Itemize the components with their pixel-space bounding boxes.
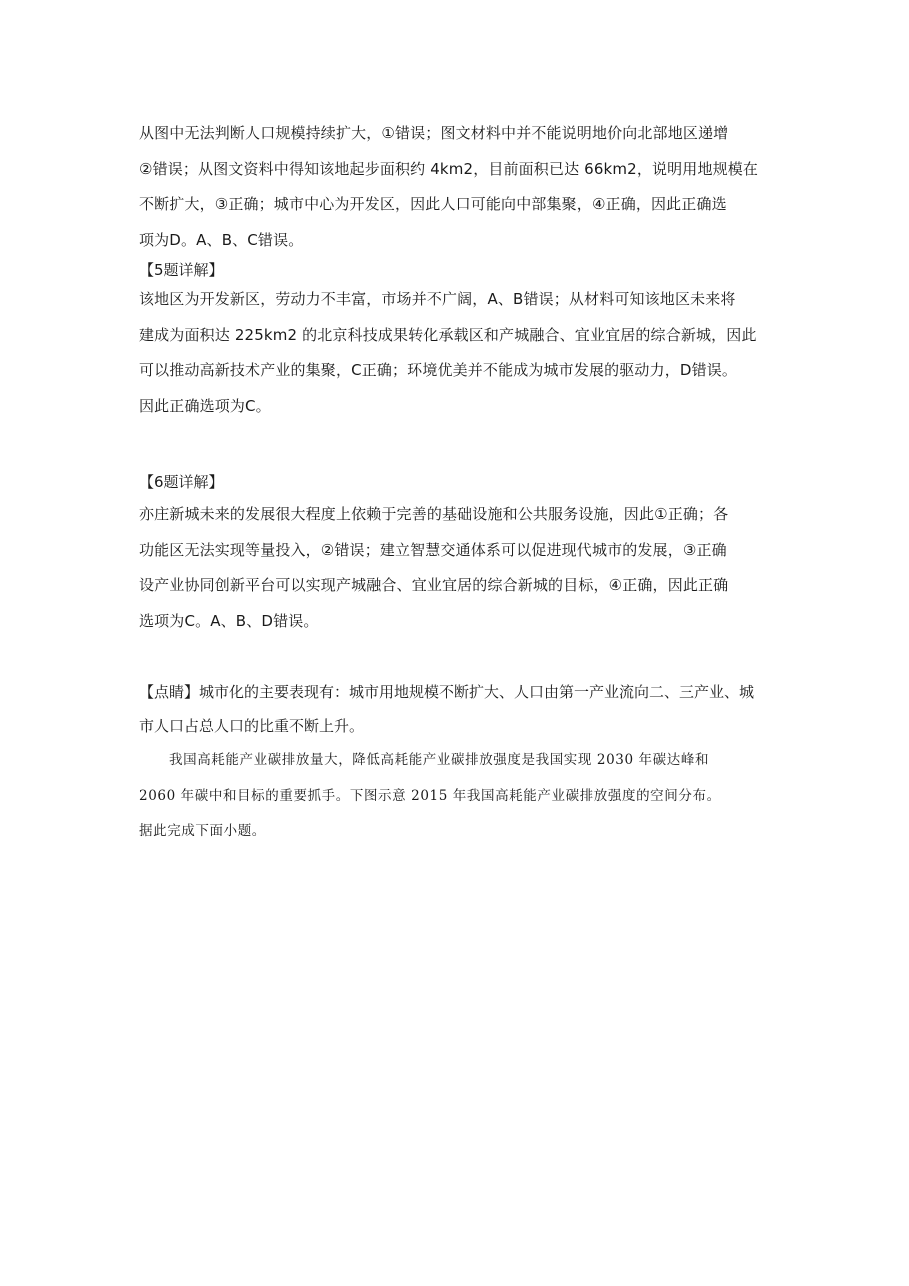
tip-line (139, 675, 772, 709)
tip-line: 市人口占总人口的比重不断上升。 (139, 717, 365, 735)
text-line: 选项为C。A、B、D错误。 (139, 611, 319, 630)
text-line: 据此完成下面小题。 (139, 823, 266, 839)
section-5-body (139, 282, 772, 424)
text-line: 项为D。A、B、C错误。 (139, 230, 304, 249)
text-line: 可以推动高新技术产业的集聚，C正确；环境优美并不能成为城市发展的驱动力，D错误。 (139, 361, 738, 379)
text-line: 我国高耗能产业碳排放量大，降低高耗能产业碳排放强度是我国实现 2030 年碳达峰和 (169, 752, 710, 768)
section-6-body (139, 497, 772, 639)
text-line: 不断扩大，③正确；城市中心为开发区，因此人口可能向中部集聚，④正确，因此正确选 (139, 195, 727, 213)
section-5 (139, 258, 772, 282)
text-line: 因此正确选项为C。 (139, 396, 271, 415)
text-line: 设产业协同创新平台可以实现产城融合、宜业宜居的综合新城的目标，④正确，因此正确 (139, 576, 729, 594)
previous-answer-explanation (139, 116, 772, 258)
text-line: 从图中无法判断人口规模持续扩大，①错误；图文材料中并不能说明地价向北部地区递增 (139, 124, 729, 142)
section-heading: 【5题详解】 (139, 261, 224, 279)
question-stem (139, 743, 772, 850)
section-heading: 【6题详解】 (139, 473, 224, 491)
text-line: 亦庄新城未来的发展很大程度上依赖于完善的基础设施和公共服务设施，因此①正确；各 (139, 505, 729, 523)
tip-text: 城市化的主要表现有：城市用地规模不断扩大、人口由第一产业流向二、三产业、城 (199, 683, 755, 701)
text-line: 建成为面积达 225km2 的北京科技成果转化承载区和产城融合、宜业宜居的综合新城，因此 (139, 325, 757, 344)
tip-section (139, 675, 772, 743)
text-line: ②错误；从图文资料中得知该地起步面积约 4km2，目前面积已达 66km2，说明用地规模在 (139, 159, 759, 178)
tip-label: 【点睛】 (139, 683, 200, 701)
text-line: 2060 年碳中和目标的重要抓手。下图示意 2015 年我国高耗能产业碳排放强度的空间分布。 (139, 787, 721, 804)
text-line: 该地区为开发新区，劳动力不丰富，市场并不广阔，A、B错误；从材料可知该地区未来将 (139, 290, 736, 308)
section-6 (139, 470, 772, 494)
text-line: 功能区无法实现等量投入，②错误；建立智慧交通体系可以促进现代城市的发展，③正确 (139, 540, 727, 559)
